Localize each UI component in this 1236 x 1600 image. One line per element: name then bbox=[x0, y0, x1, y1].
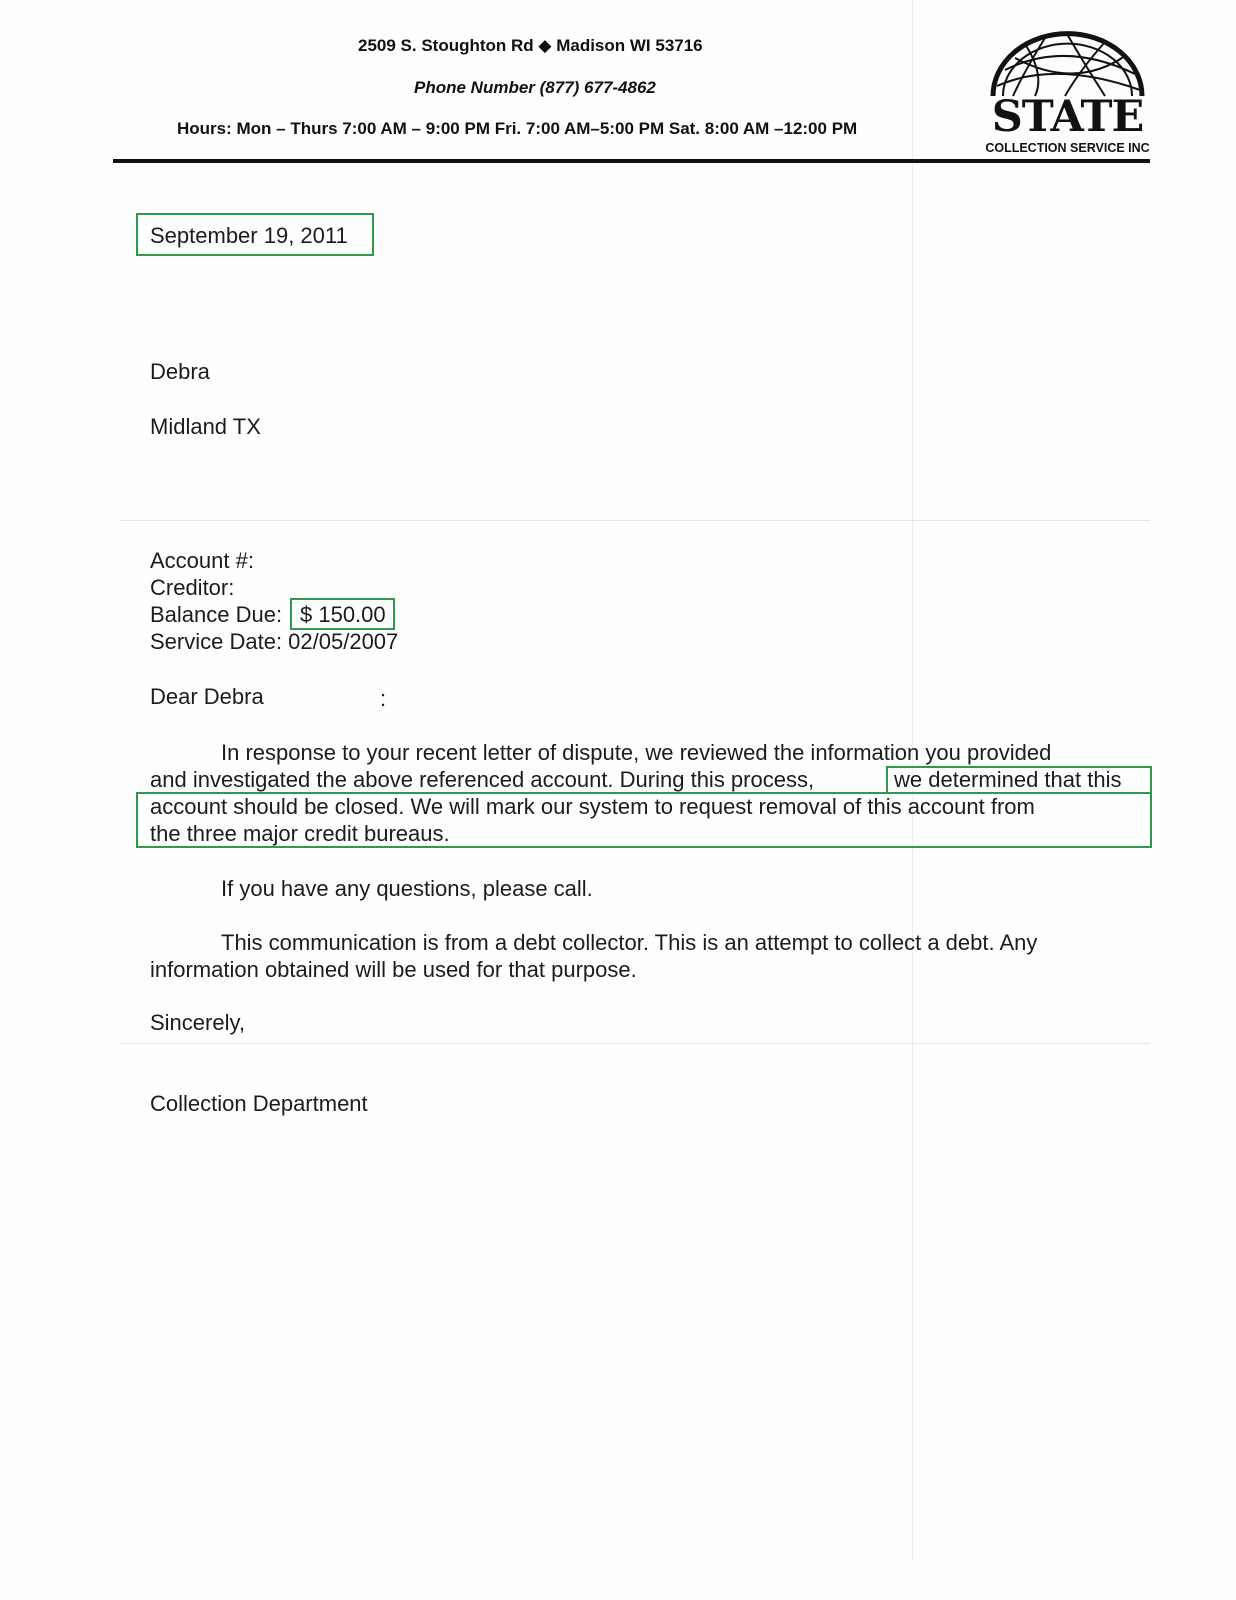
letterhead-hours: Hours: Mon – Thurs 7:00 AM – 9:00 PM Fri. 7:00 AM–5:00 PM Sat. 8:00 AM –12:00 PM bbox=[177, 119, 858, 138]
paragraph1-line1: In response to your recent letter of dispute, we reviewed the information you provided bbox=[221, 740, 1052, 765]
signature-department: Collection Department bbox=[150, 1091, 368, 1116]
letterhead-address: 2509 S. Stoughton Rd ◆ Madison WI 53716 bbox=[358, 36, 703, 55]
balance-label: Balance Due: bbox=[150, 602, 283, 627]
scan-faint-line bbox=[120, 520, 1150, 521]
header-divider bbox=[113, 159, 1150, 163]
logo-subtitle: COLLECTION SERVICE INC bbox=[985, 141, 1150, 155]
account-label: Account #: bbox=[150, 548, 254, 573]
salutation: Dear Debra bbox=[150, 684, 264, 709]
creditor-label: Creditor: bbox=[150, 575, 235, 600]
recipient-name: Debra bbox=[150, 359, 210, 384]
paragraph1-line2: and investigated the above referenced account. During this process, bbox=[150, 767, 815, 792]
letterhead-phone: Phone Number (877) 677-4862 bbox=[414, 78, 656, 97]
scan-faint-line-2 bbox=[120, 1043, 1150, 1044]
logo-wordmark: STATE bbox=[991, 92, 1144, 142]
paragraph1-line3: account should be closed. We will mark our system to request removal of this account from bbox=[150, 794, 1035, 819]
paragraph1-line2-highlight: we determined that this bbox=[894, 767, 1122, 792]
paragraph2: If you have any questions, please call. bbox=[221, 876, 593, 901]
closing: Sincerely, bbox=[150, 1010, 245, 1035]
service-date: Service Date: 02/05/2007 bbox=[150, 629, 399, 654]
globe-arc-icon bbox=[985, 30, 1150, 100]
company-logo bbox=[985, 30, 1150, 158]
paragraph3-line2: information obtained will be used for that purpose. bbox=[150, 957, 637, 982]
letter-date: September 19, 2011 bbox=[150, 223, 348, 248]
salutation-colon: : bbox=[380, 686, 387, 711]
paragraph3-line1: This communication is from a debt collector. This is an attempt to collect a debt. Any bbox=[221, 930, 1038, 955]
paragraph1-line4: the three major credit bureaus. bbox=[150, 821, 450, 846]
recipient-city: Midland TX bbox=[150, 414, 261, 439]
balance-value: $ 150.00 bbox=[300, 602, 386, 627]
